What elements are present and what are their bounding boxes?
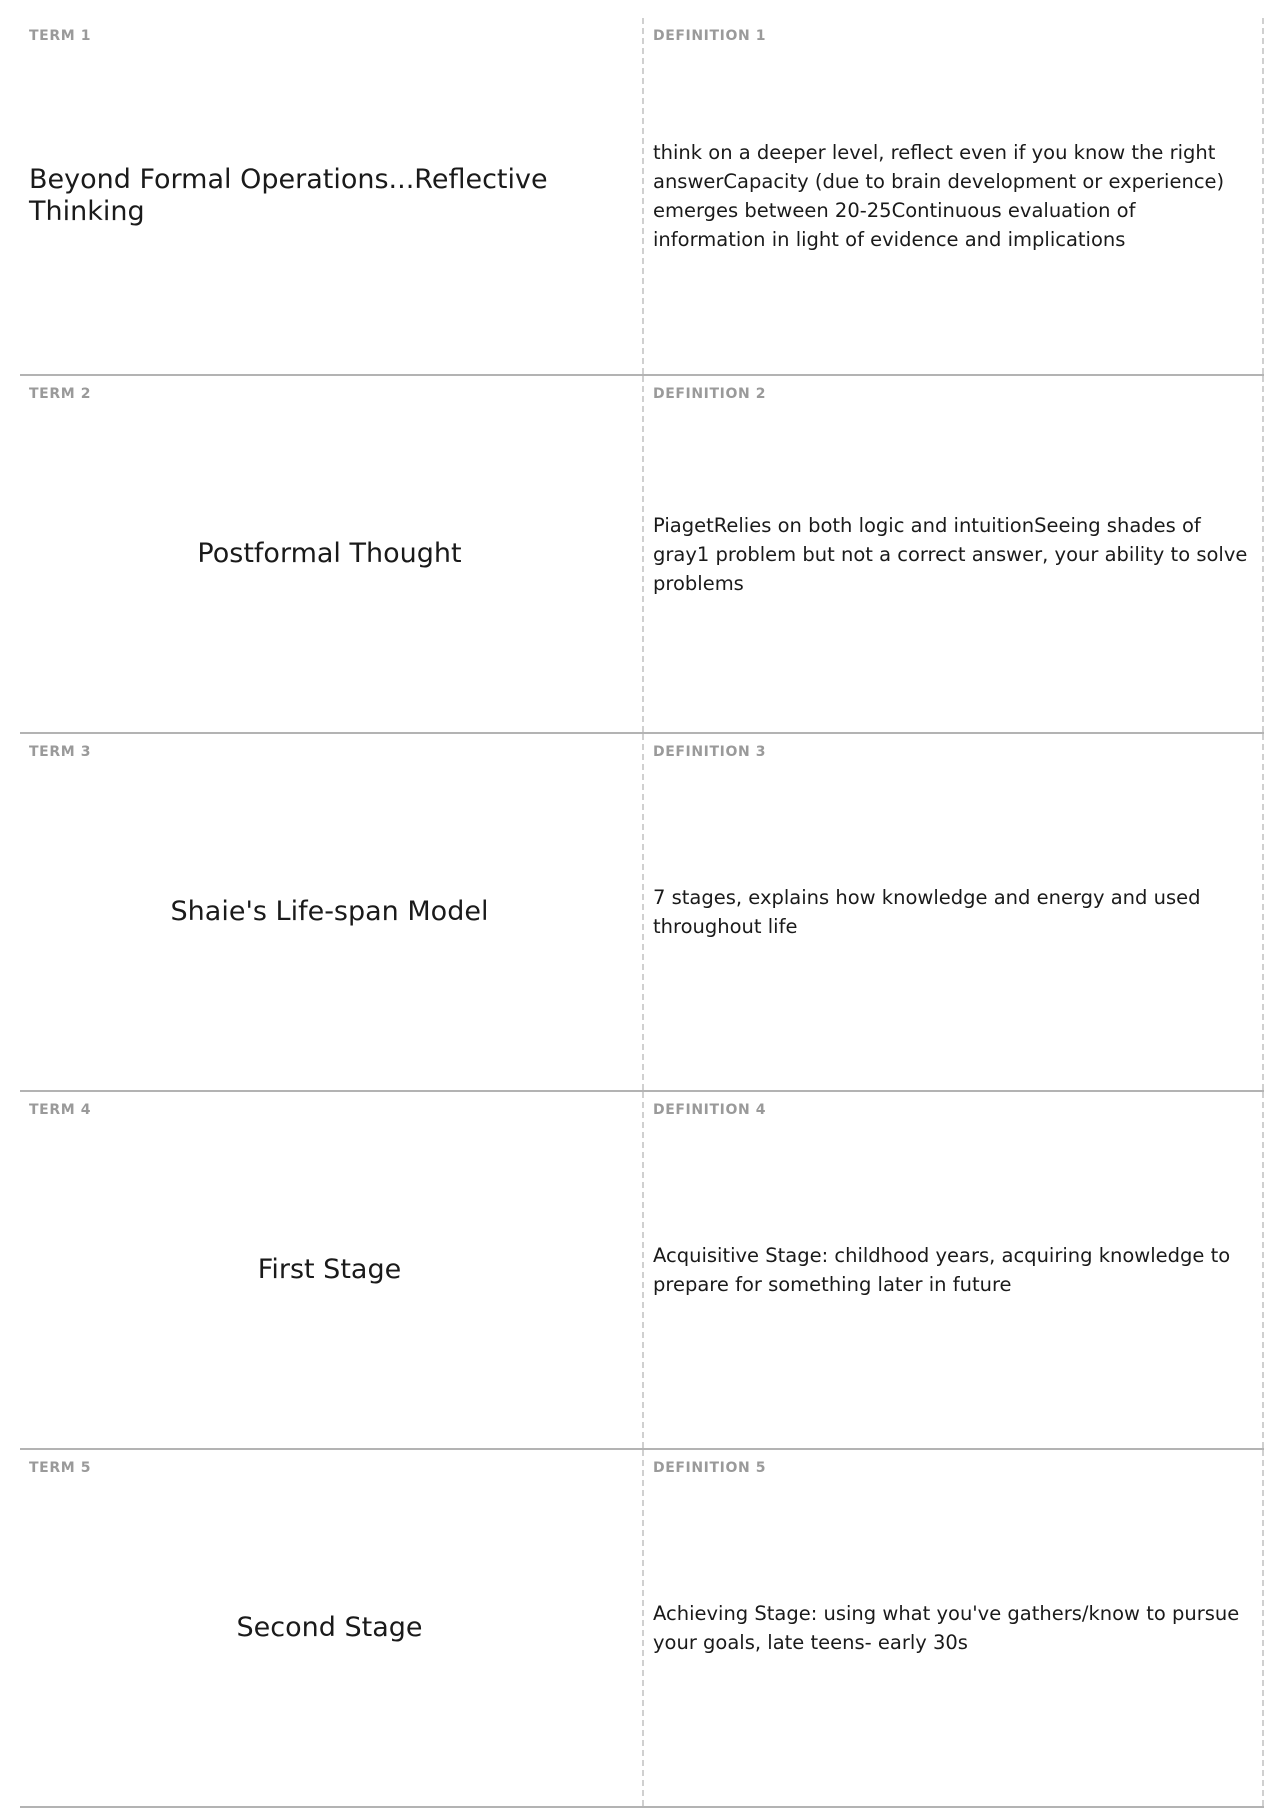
term-cell (20, 18, 642, 374)
card-row-2 (20, 376, 1264, 734)
definition-cell (644, 734, 1262, 1090)
term-text: Second Stage (236, 1612, 423, 1643)
definition-cell (644, 376, 1262, 732)
cut-line-edge (1262, 1450, 1264, 1806)
definition-text: 7 stages, explains how knowledge and energy and used throughout life (653, 886, 1201, 938)
term-label: TERM 5 (29, 1460, 92, 1476)
term-label: TERM 4 (29, 1102, 92, 1118)
cut-line-edge (1262, 18, 1264, 374)
cut-line-edge (1262, 734, 1264, 1090)
definition-cell (644, 1450, 1262, 1806)
term-label: TERM 3 (29, 744, 92, 760)
card-row-4 (20, 1092, 1264, 1450)
term-cell (20, 1092, 642, 1448)
card-row-1 (20, 18, 1264, 376)
term-text: Postformal Thought (197, 538, 462, 569)
definition-cell (644, 18, 1262, 374)
definition-text: Achieving Stage: using what you've gathers/know to pursue your goals, late teens- early 30s (653, 1602, 1240, 1654)
definition-label: DEFINITION 5 (653, 1460, 767, 1476)
cut-line-edge (1262, 1092, 1264, 1448)
term-label: TERM 1 (29, 28, 92, 44)
definition-label: DEFINITION 3 (653, 744, 767, 760)
flashcard-sheet (20, 18, 1264, 1808)
definition-label: DEFINITION 2 (653, 386, 767, 402)
definition-label: DEFINITION 4 (653, 1102, 767, 1118)
definition-text: think on a deeper level, reflect even if you know the right answerCapacity (due to brain development or experience) emerges between 20-25Continuous evaluation of information in light of evidence and implications (653, 141, 1225, 251)
term-cell (20, 1450, 642, 1806)
card-row-5 (20, 1450, 1264, 1808)
definition-text: Acquisitive Stage: childhood years, acquiring knowledge to prepare for something later in future (653, 1244, 1231, 1296)
card-row-3 (20, 734, 1264, 1092)
cut-line-edge (1262, 376, 1264, 732)
definition-cell (644, 1092, 1262, 1448)
term-cell (20, 376, 642, 732)
definition-label: DEFINITION 1 (653, 28, 767, 44)
term-label: TERM 2 (29, 386, 92, 402)
definition-text: PiagetRelies on both logic and intuitionSeeing shades of gray1 problem but not a correct answer, your ability to solve problems (653, 513, 1248, 595)
term-text: Shaie's Life-span Model (170, 896, 489, 927)
term-text: First Stage (257, 1254, 402, 1285)
term-cell (20, 734, 642, 1090)
term-text: Beyond Formal Operations...Reflective Thinking (29, 164, 548, 227)
